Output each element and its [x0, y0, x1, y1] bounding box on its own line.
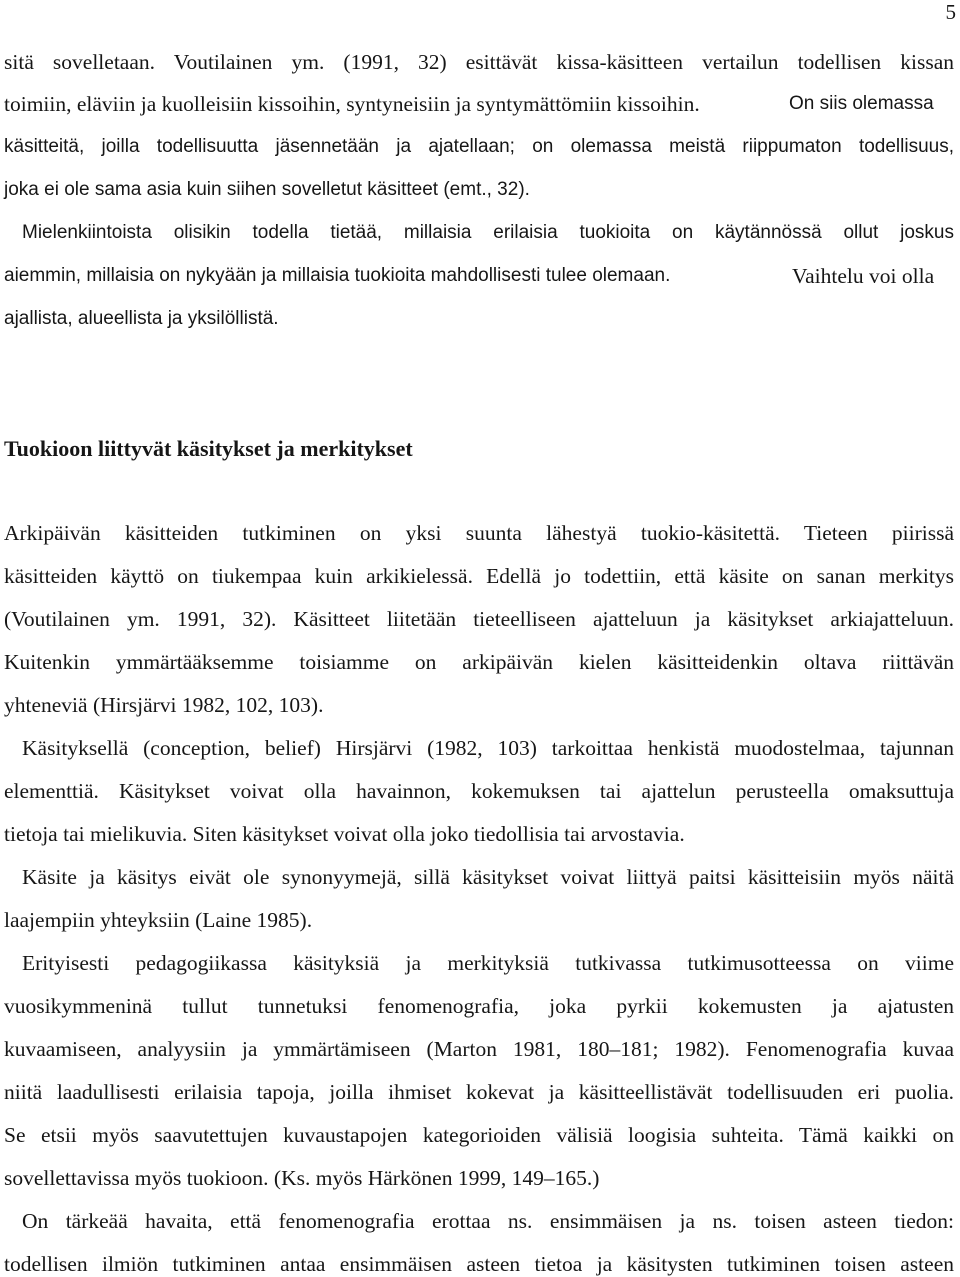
text-line: käsitteitä, joilla todellisuutta jäsennetään ja ajatellaan; on olemassa meistä riippumaton todellisuus, [4, 136, 954, 157]
text-line: yhteneviä (Hirsjärvi 1982, 102, 103). [4, 693, 324, 717]
text-line: käsitteiden käyttö on tiukempaa kuin arkikielessä. Edellä jo todettiin, että käsite on sanan merkitys [4, 564, 954, 588]
text-line: vuosikymmeninä tullut tunnetuksi fenomenografia, joka pyrkii kokemusten ja ajatusten [4, 994, 954, 1018]
text-line: Käsityksellä (conception, belief) Hirsjärvi (1982, 103) tarkoittaa henkistä muodostelmaa, tajunnan [22, 736, 954, 760]
text-line: Se etsii myös saavutettujen kuvaustapojen kategorioiden välisiä loogisia suhteita. Tämä kaikki on [4, 1123, 954, 1147]
text-line: sitä sovelletaan. Voutilainen ym. (1991, 32) esittävät kissa-käsitteen vertailun todellisen kissan [4, 50, 954, 74]
text-line: todellisen ilmiön tutkiminen antaa ensimmäisen asteen tietoa ja käsitysten tutkiminen toisen asteen [4, 1252, 954, 1276]
page-number: 5 [945, 0, 956, 24]
text-line: Kuitenkin ymmärtääksemme toisiamme on arkipäivän kielen käsitteidenkin oltava riittävän [4, 650, 954, 674]
text-line: laajempiin yhteyksiin (Laine 1985). [4, 908, 313, 932]
text-line: tietoja tai mielikuvia. Siten käsitykset voivat olla joko tiedollisia tai arvostavia. [4, 822, 685, 846]
text-line: Erityisesti pedagogiikassa käsityksiä ja merkityksiä tutkivassa tutkimusotteessa on viime [22, 951, 954, 975]
section-heading: Tuokioon liittyvät käsitykset ja merkitykset [4, 436, 413, 461]
text-line: Arkipäivän käsitteiden tutkiminen on yksi suunta lähestyä tuokio-käsitettä. Tieteen piirissä [4, 521, 954, 545]
text-line: toimiin, eläviin ja kuolleisiin kissoihin, syntyneisiin ja syntymättömiin kissoihin. [4, 92, 700, 116]
text-line: elementtiä. Käsitykset voivat olla havainnon, kokemuksen tai ajattelun perusteella omaksuttuja [4, 779, 954, 803]
text-line: kuvaamiseen, analyysiin ja ymmärtämiseen (Marton 1981, 180–181; 1982). Fenomenografia kuvaa [4, 1037, 954, 1061]
text-line: (Voutilainen ym. 1991, 32). Käsitteet liitetään tieteelliseen ajatteluun ja käsitykset arkiajatteluun. [4, 607, 954, 631]
text-line: On tärkeää havaita, että fenomenografia erottaa ns. ensimmäisen ja ns. toisen asteen tiedon: [22, 1209, 954, 1233]
text-line: aiemmin, millaisia on nykyään ja millaisia tuokioita mahdollisesti tulee olemaan. [4, 265, 671, 286]
text-line: sovellettavissa myös tuokioon. (Ks. myös Härkönen 1999, 149–165.) [4, 1166, 600, 1190]
text-line: On siis olemassa [789, 93, 934, 114]
text-line: joka ei ole sama asia kuin siihen sovelletut käsitteet (emt., 32). [4, 179, 530, 200]
text-line: Mielenkiintoista olisikin todella tietää, millaisia erilaisia tuokioita on käytännössä ollut joskus [22, 222, 954, 243]
text-line: ajallista, alueellista ja yksilöllistä. [4, 308, 279, 329]
text-line: Vaihtelu voi olla [792, 264, 935, 288]
text-line: Käsite ja käsitys eivät ole synonyymejä, sillä käsitykset voivat liittyä paitsi käsitteisiin myös näitä [22, 865, 954, 889]
text-line: niitä laadullisesti erilaisia tapoja, joilla ihmiset kokevat ja käsitteellistävät todellisuuden eri puolia. [4, 1080, 954, 1104]
